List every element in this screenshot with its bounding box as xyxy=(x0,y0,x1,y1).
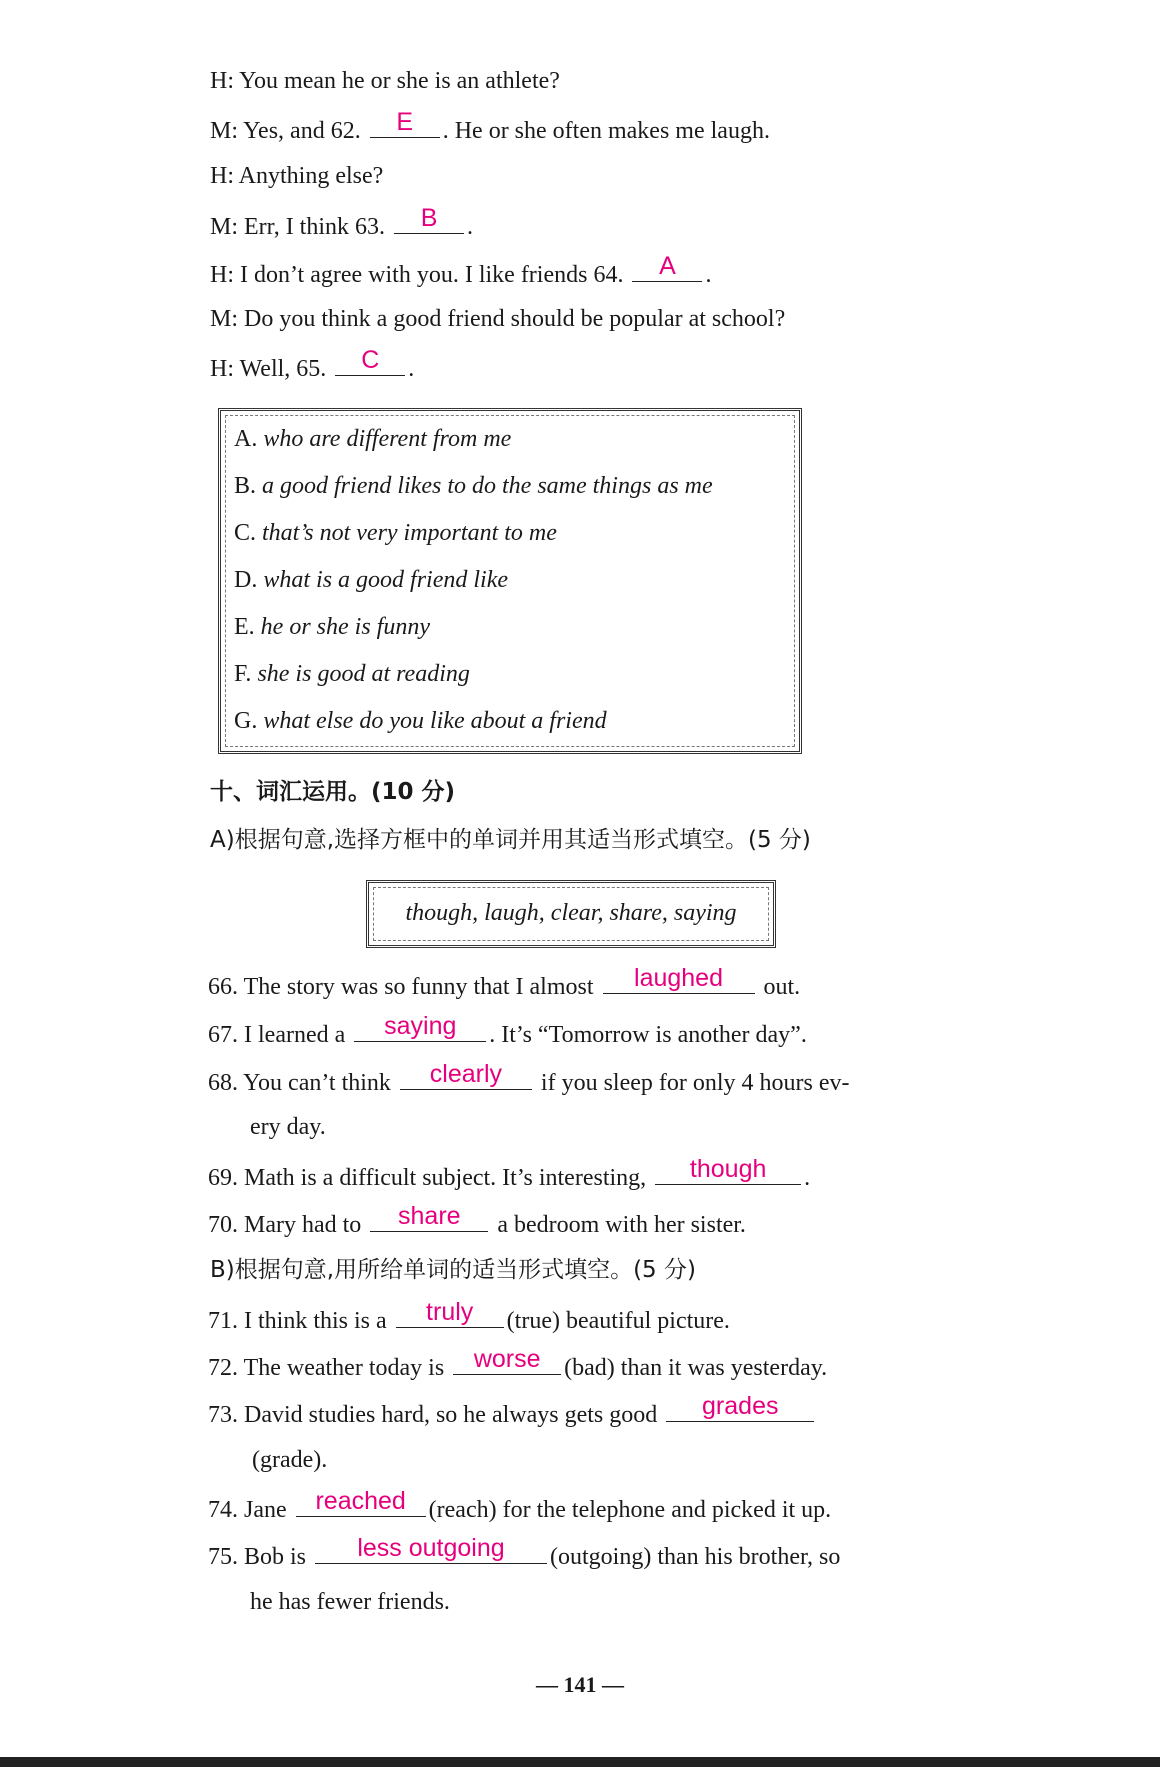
dialogue-line-62: M: Yes, and 62. E . He or she often makes me laugh. xyxy=(210,108,770,144)
question-75: 75. Bob is less outgoing (outgoing) than his brother, so xyxy=(208,1534,841,1570)
answer-blank-73[interactable] xyxy=(666,1392,814,1422)
dialogue-line-3: H: Anything else? xyxy=(210,163,384,189)
dialogue-line-6: M: Do you think a good friend should be popular at school? xyxy=(210,306,786,332)
question-74: 74. Jane reached (reach) for the telephone and picked it up. xyxy=(208,1487,832,1523)
option-f: F. she is good at reading xyxy=(234,661,470,687)
dialogue-line-65: H: Well, 65. C . xyxy=(210,346,415,382)
answer-74: reached xyxy=(315,1487,406,1515)
answer-blank-71[interactable] xyxy=(396,1298,504,1328)
answer-75: less outgoing xyxy=(357,1534,505,1562)
option-a: A. who are different from me xyxy=(234,426,512,452)
answer-blank-65[interactable] xyxy=(335,346,405,376)
question-73-cont: (grade). xyxy=(252,1447,328,1473)
option-e: E. he or she is funny xyxy=(234,614,430,640)
option-b: B. a good friend likes to do the same things as me xyxy=(234,473,713,499)
answer-blank-69[interactable] xyxy=(655,1155,801,1185)
answer-63: B xyxy=(420,204,438,232)
answer-66: laughed xyxy=(634,964,723,992)
question-69: 69. Math is a difficult subject. It’s interesting, though . xyxy=(208,1155,811,1191)
answer-blank-63[interactable] xyxy=(394,204,464,234)
question-68-cont: ery day. xyxy=(250,1114,326,1140)
dialogue-line-64: H: I don’t agree with you. I like friends 64. A . xyxy=(210,252,712,288)
answer-70: share xyxy=(398,1202,461,1230)
answer-65: C xyxy=(361,346,380,374)
part-a-instructions: A)根据句意,选择方框中的单词并用其适当形式填空。(5 分) xyxy=(210,827,811,853)
answer-blank-75[interactable] xyxy=(315,1534,547,1564)
answer-64: A xyxy=(659,252,676,280)
question-73: 73. David studies hard, so he always gets good grades xyxy=(208,1397,817,1430)
option-g: G. what else do you like about a friend xyxy=(234,708,607,734)
dialogue-line-63: M: Err, I think 63. B . xyxy=(210,204,474,240)
question-72: 72. The weather today is worse (bad) than it was yesterday. xyxy=(208,1345,828,1381)
option-c: C. that’s not very important to me xyxy=(234,520,557,546)
answer-blank-74[interactable] xyxy=(296,1487,426,1517)
answer-72: worse xyxy=(473,1345,541,1373)
answer-62: E xyxy=(396,108,414,136)
answer-blank-70[interactable] xyxy=(370,1202,488,1232)
question-75-cont: he has fewer friends. xyxy=(250,1589,450,1615)
bottom-border xyxy=(0,1757,1160,1767)
answer-blank-67[interactable] xyxy=(354,1012,486,1042)
question-67: 67. I learned a saying . It’s “Tomorrow is another day”. xyxy=(208,1012,807,1048)
part-b-instructions: B)根据句意,用所给单词的适当形式填空。(5 分) xyxy=(210,1257,696,1283)
answer-69: though xyxy=(689,1155,767,1183)
word-box-text: though, laugh, clear, share, saying xyxy=(405,900,737,926)
answer-67: saying xyxy=(384,1012,457,1040)
dialogue-line-1: H: You mean he or she is an athlete? xyxy=(210,68,560,94)
question-71: 71. I think this is a truly (true) beautiful picture. xyxy=(208,1298,730,1334)
answer-blank-62[interactable] xyxy=(370,108,440,138)
answer-71: truly xyxy=(426,1298,474,1326)
question-66: 66. The story was so funny that I almost laughed out. xyxy=(208,964,801,1000)
question-68: 68. You can’t think clearly if you sleep for only 4 hours ev- xyxy=(208,1060,850,1096)
page-number: — 141 — xyxy=(536,1672,624,1697)
answer-blank-64[interactable] xyxy=(632,252,702,282)
section-10-title: 十、词汇运用。(10 分) xyxy=(210,779,456,805)
answer-blank-72[interactable] xyxy=(453,1345,561,1375)
question-70: 70. Mary had to share a bedroom with her sister. xyxy=(208,1202,746,1238)
option-d: D. what is a good friend like xyxy=(234,567,508,593)
answer-73: grades xyxy=(702,1392,779,1420)
answer-68: clearly xyxy=(429,1060,503,1088)
answer-blank-66[interactable] xyxy=(603,964,755,994)
answer-blank-68[interactable] xyxy=(400,1060,532,1090)
